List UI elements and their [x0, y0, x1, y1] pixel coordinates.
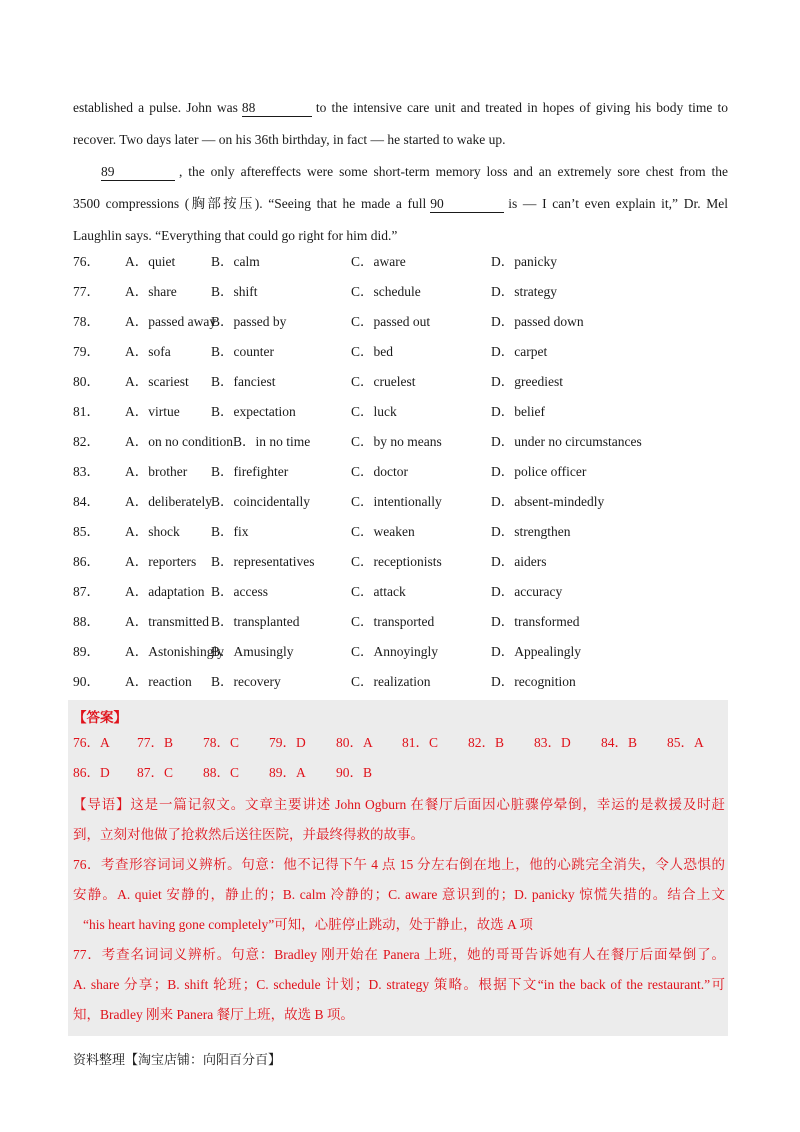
option-a: A．quiet	[125, 254, 176, 269]
passage-line: recover. Two days later — on his 36th birthday, in fact — he started to wake up.	[73, 132, 506, 147]
option-a: A．virtue	[125, 404, 180, 419]
option-c: C．attack	[351, 584, 406, 599]
option-d: D．passed down	[491, 314, 584, 329]
answer-key-row	[73, 728, 728, 758]
option-c: C．realization	[351, 674, 431, 689]
question-number: 84．	[73, 494, 100, 509]
question-number: 90．	[73, 674, 100, 689]
option-d: D．aiders	[491, 554, 547, 569]
answer-key: 78．C	[203, 735, 240, 750]
answer-key-row	[73, 758, 728, 788]
explanation-line: 安静。A. quiet 安静的，静止的；B. calm 冷静的；C. aware 意识到的；D. panicky 惊慌失措的。结合上文	[73, 887, 725, 902]
answer-key: 80．A	[336, 735, 373, 750]
option-a: A．Astonishingly	[125, 644, 225, 659]
answer-key: 83．D	[534, 735, 571, 750]
passage-line	[73, 188, 728, 220]
option-d: D．belief	[491, 404, 545, 419]
passage-line	[73, 156, 728, 188]
explanation-line: “his heart having gone completely”可知，心脏停止跳动，处于静止，故选 A 项	[83, 917, 533, 932]
option-b: B．access	[211, 584, 268, 599]
passage-text: to the intensive care unit and treated in hopes of giving his body time to	[315, 100, 728, 115]
choice-row	[73, 517, 733, 547]
option-b: B．counter	[211, 344, 274, 359]
option-c: C．weaken	[351, 524, 415, 539]
choice-row	[73, 457, 733, 487]
option-a: A．brother	[125, 464, 188, 479]
option-d: D．strengthen	[491, 524, 571, 539]
choice-row	[73, 367, 733, 397]
explanation-line: 知，Bradley 刚来 Panera 餐厅上班，故选 B 项。	[73, 1007, 354, 1022]
option-b: B．representatives	[211, 554, 315, 569]
blank-90: 90	[430, 196, 504, 213]
choice-row	[73, 247, 733, 277]
option-d: D．panicky	[491, 254, 557, 269]
option-b: B．in no time	[233, 434, 311, 449]
explanation-line: A. share 分享；B. shift 轮班；C. schedule 计划；D. strategy 策略。根据下文“in the back of the restaurant.”可	[73, 977, 725, 992]
guide-line: 【导语】这是一篇记叙文。文章主要讲述 John Ogburn 在餐厅后面因心脏骤停晕倒，幸运的是救援及时赶	[73, 797, 725, 812]
option-d: D．carpet	[491, 344, 548, 359]
option-b: B．calm	[211, 254, 260, 269]
question-number: 78．	[73, 314, 100, 329]
option-a: A．reaction	[125, 674, 192, 689]
option-a: A．transmitted	[125, 614, 209, 629]
guide-paragraph	[73, 790, 725, 850]
option-d: D．greediest	[491, 374, 563, 389]
answer-key: 90．B	[336, 765, 373, 780]
passage-text: , the only aftereffects were some short-term memory loss and an extremely sore chest from the	[179, 164, 728, 179]
passage-line: Laughlin says. “Everything that could go right for him did.”	[73, 228, 398, 243]
answer-key: 84．B	[601, 735, 638, 750]
blank-89: 89	[101, 164, 175, 181]
answer-key: 77．B	[137, 735, 174, 750]
choice-row	[73, 577, 733, 607]
option-b: B．firefighter	[211, 464, 289, 479]
passage-text: established a pulse. John was	[73, 100, 238, 115]
answer-key: 89．A	[269, 765, 306, 780]
option-c: C．transported	[351, 614, 435, 629]
question-number: 83．	[73, 464, 100, 479]
option-a: A．share	[125, 284, 177, 299]
option-b: B．coincidentally	[211, 494, 310, 509]
question-number: 87．	[73, 584, 100, 599]
option-c: C．doctor	[351, 464, 408, 479]
choice-row	[73, 427, 733, 457]
blank-88: 88	[242, 100, 312, 117]
option-b: B．shift	[211, 284, 258, 299]
explanation-line: 76．考查形容词词义辨析。句意：他不记得下午 4 点 15 分左右倒在地上，他的心跳完全消失，令人恐惧的	[73, 857, 725, 872]
option-d: D．police officer	[491, 464, 587, 479]
question-number: 81．	[73, 404, 100, 419]
option-a: A．deliberately	[125, 494, 212, 509]
option-a: A．scariest	[125, 374, 189, 389]
choice-row	[73, 337, 733, 367]
question-number: 80．	[73, 374, 100, 389]
passage-line	[73, 92, 728, 124]
choice-list	[73, 247, 733, 697]
option-c: C．passed out	[351, 314, 431, 329]
answer-key: 86．D	[73, 765, 110, 780]
option-c: C．cruelest	[351, 374, 416, 389]
question-number: 88．	[73, 614, 100, 629]
question-number: 89．	[73, 644, 100, 659]
cloze-passage	[73, 92, 728, 252]
option-c: C．luck	[351, 404, 397, 419]
passage-text: is — I can’t even explain it,” Dr. Mel	[508, 196, 728, 211]
answer-section	[68, 700, 728, 1036]
option-c: C．Annoyingly	[351, 644, 439, 659]
answer-key: 76．A	[73, 735, 110, 750]
option-a: A．passed away	[125, 314, 217, 329]
explanation-76	[73, 850, 725, 940]
option-c: C．intentionally	[351, 494, 442, 509]
answer-heading: 【答案】	[73, 710, 127, 725]
explanation-77	[73, 940, 725, 1030]
choice-row	[73, 397, 733, 427]
guide-line: 到，立刻对他做了抢救然后送往医院，并最终得救的故事。	[73, 827, 424, 842]
option-c: C．bed	[351, 344, 393, 359]
passage-text: 3500 compressions (胸部按压). “Seeing that he made a full	[73, 196, 427, 211]
option-b: B．Amusingly	[211, 644, 294, 659]
option-b: B．recovery	[211, 674, 281, 689]
option-a: A．reporters	[125, 554, 197, 569]
choice-row	[73, 487, 733, 517]
choice-row	[73, 307, 733, 337]
option-b: B．fanciest	[211, 374, 276, 389]
option-c: C．receptionists	[351, 554, 442, 569]
option-a: A．on no condition	[125, 434, 233, 449]
option-b: B．fix	[211, 524, 249, 539]
option-b: B．expectation	[211, 404, 296, 419]
option-c: C．by no means	[351, 434, 442, 449]
question-number: 76．	[73, 254, 100, 269]
choice-row	[73, 607, 733, 637]
option-b: B．passed by	[211, 314, 287, 329]
answer-key: 79．D	[269, 735, 306, 750]
option-c: C．schedule	[351, 284, 421, 299]
answer-key: 88．C	[203, 765, 240, 780]
explanation-line: 77．考查名词词义辨析。句意：Bradley 刚开始在 Panera 上班，她的哥哥告诉她有人在餐厅后面晕倒了。	[73, 947, 725, 962]
footer-source: 资料整理【淘宝店铺：向阳百分百】	[73, 1052, 282, 1067]
option-d: D．strategy	[491, 284, 557, 299]
choice-row	[73, 667, 733, 697]
question-number: 86．	[73, 554, 100, 569]
option-d: D．transformed	[491, 614, 580, 629]
question-number: 82．	[73, 434, 100, 449]
question-number: 77．	[73, 284, 100, 299]
option-d: D．under no circumstances	[491, 434, 642, 449]
choice-row	[73, 547, 733, 577]
option-b: B．transplanted	[211, 614, 300, 629]
choice-row	[73, 277, 733, 307]
answer-key: 87．C	[137, 765, 174, 780]
option-d: D．absent-mindedly	[491, 494, 605, 509]
option-d: D．Appealingly	[491, 644, 581, 659]
option-d: D．recognition	[491, 674, 576, 689]
option-a: A．adaptation	[125, 584, 205, 599]
answer-key: 81．C	[402, 735, 439, 750]
option-d: D．accuracy	[491, 584, 563, 599]
choice-row	[73, 637, 733, 667]
question-number: 85．	[73, 524, 100, 539]
answer-key: 85．A	[667, 735, 704, 750]
option-a: A．sofa	[125, 344, 171, 359]
option-c: C．aware	[351, 254, 406, 269]
answer-key: 82．B	[468, 735, 505, 750]
option-a: A．shock	[125, 524, 180, 539]
question-number: 79．	[73, 344, 100, 359]
